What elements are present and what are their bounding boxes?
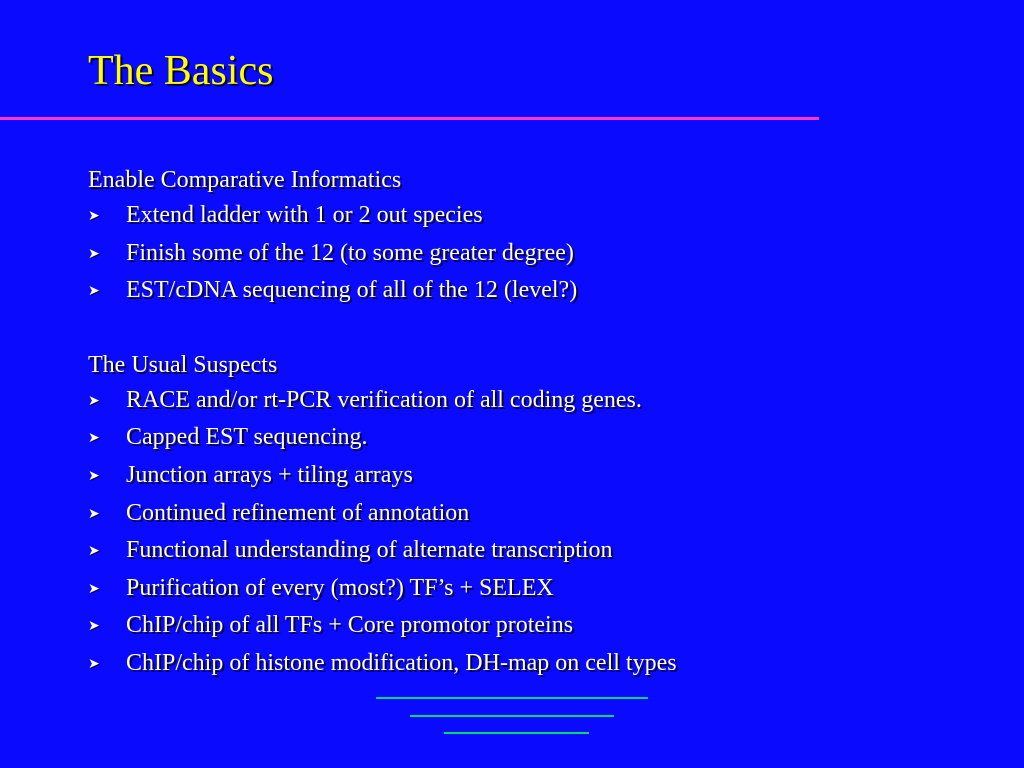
arrowhead-bullet-icon: ➤	[88, 246, 100, 262]
list-item	[88, 611, 988, 649]
list-item-text: Finish some of the 12 (to some greater degree)	[126, 239, 574, 266]
list-item	[88, 201, 988, 239]
list-item-text: Functional understanding of alternate transcription	[126, 537, 613, 564]
list-item-text: Continued refinement of annotation	[126, 499, 470, 526]
list-item-text: ChIP/chip of histone modification, DH-map on cell types	[126, 649, 677, 676]
list-item	[88, 423, 988, 461]
title-underline	[0, 117, 819, 120]
decorative-line	[444, 732, 589, 734]
arrowhead-bullet-icon: ➤	[88, 284, 100, 300]
list-item	[88, 536, 988, 574]
section-heading: Enable Comparative Informatics	[88, 167, 402, 193]
list-item	[88, 239, 988, 277]
list-item-text: EST/cDNA sequencing of all of the 12 (level?)	[126, 277, 578, 304]
arrowhead-bullet-icon: ➤	[88, 431, 100, 447]
list-item	[88, 574, 988, 612]
section-spacer	[88, 314, 988, 351]
list-item	[88, 276, 988, 314]
decorative-line	[376, 697, 648, 699]
arrowhead-bullet-icon: ➤	[88, 468, 100, 484]
list-item	[88, 649, 988, 687]
arrowhead-bullet-icon: ➤	[88, 581, 100, 597]
arrowhead-bullet-icon: ➤	[88, 656, 100, 672]
arrowhead-bullet-icon: ➤	[88, 209, 100, 224]
arrowhead-bullet-icon: ➤	[88, 393, 100, 409]
arrowhead-bullet-icon: ➤	[88, 544, 100, 560]
list-item-text: ChIP/chip of all TFs + Core promotor proteins	[126, 612, 574, 639]
section-heading: The Usual Suspects	[88, 351, 278, 378]
list-item-text: Purification of every (most?) TF’s + SELEX	[126, 574, 554, 601]
list-item-text: Capped EST sequencing.	[126, 424, 368, 451]
slide-body	[88, 166, 988, 687]
list-item	[88, 386, 988, 424]
list-item	[88, 461, 988, 499]
list-item-text: Junction arrays + tiling arrays	[126, 461, 413, 488]
section-usual-suspects	[88, 351, 988, 687]
list-item-text: Extend ladder with 1 or 2 out species	[126, 202, 483, 228]
section-comparative-informatics	[88, 166, 988, 314]
arrowhead-bullet-icon: ➤	[88, 619, 100, 635]
slide-title: The Basics	[88, 48, 274, 94]
arrowhead-bullet-icon: ➤	[88, 506, 100, 522]
list-item-text: RACE and/or rt-PCR verification of all coding genes.	[126, 386, 642, 413]
list-item	[88, 499, 988, 537]
decorative-line	[410, 715, 614, 717]
